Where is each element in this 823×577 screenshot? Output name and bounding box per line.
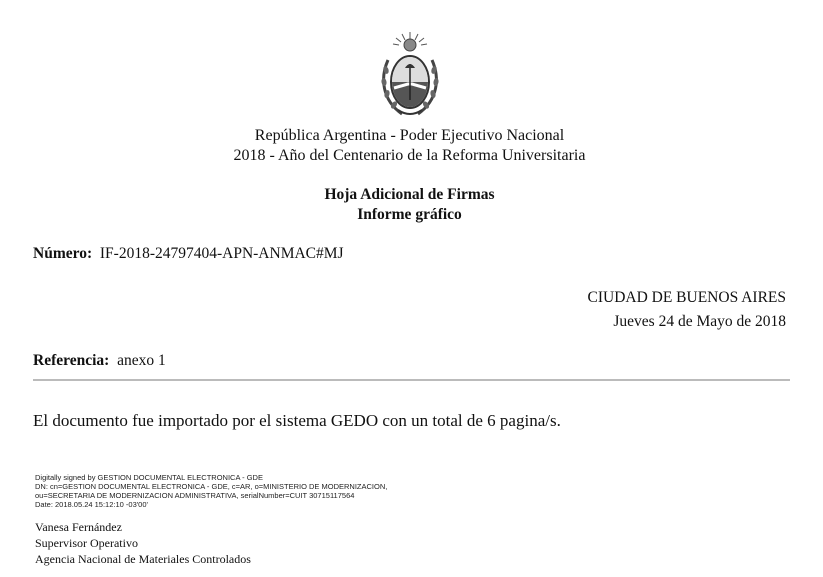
header-line-2: 2018 - Año del Centenario de la Reforma Universitaria xyxy=(233,147,586,164)
signer-name: Vanesa Fernández xyxy=(35,520,122,534)
document-number-label: Número: xyxy=(33,245,93,262)
header-line-1: República Argentina - Poder Ejecutivo Nacional xyxy=(254,127,565,144)
digital-signature-line: DN: cn=GESTION DOCUMENTAL ELECTRONICA - GDE, c=AR, o=MINISTERIO DE MODERNIZACION, xyxy=(35,482,388,491)
divider xyxy=(33,379,790,381)
body-text: El documento fue importado por el sistema GEDO con un total de 6 pagina/s. xyxy=(33,411,561,430)
digital-signature-line: Digitally signed by GESTION DOCUMENTAL ELECTRONICA - GDE xyxy=(35,473,263,482)
reference-value: anexo 1 xyxy=(117,352,166,369)
digital-signature-block xyxy=(35,473,387,509)
reference xyxy=(33,351,166,371)
document-title: Hoja Adicional de Firmas xyxy=(324,186,495,203)
date: Jueves 24 de Mayo de 2018 xyxy=(613,313,786,330)
document-subtitle: Informe gráfico xyxy=(357,206,462,223)
document-number-value: IF-2018-24797404-APN-ANMAC#MJ xyxy=(99,245,344,262)
document-number xyxy=(33,244,344,264)
digital-signature-line: Date: 2018.05.24 15:12:10 -03'00' xyxy=(35,500,148,509)
reference-label: Referencia: xyxy=(33,352,110,369)
digital-signature-line: ou=SECRETARIA DE MODERNIZACION ADMINISTRATIVA, serialNumber=CUIT 30715117564 xyxy=(35,491,355,500)
signer-organization: Agencia Nacional de Materiales Controlados xyxy=(35,552,251,566)
argentina-coat-of-arms-icon xyxy=(378,30,442,120)
signer-role: Supervisor Operativo xyxy=(35,536,138,550)
place: CIUDAD DE BUENOS AIRES xyxy=(587,289,786,306)
